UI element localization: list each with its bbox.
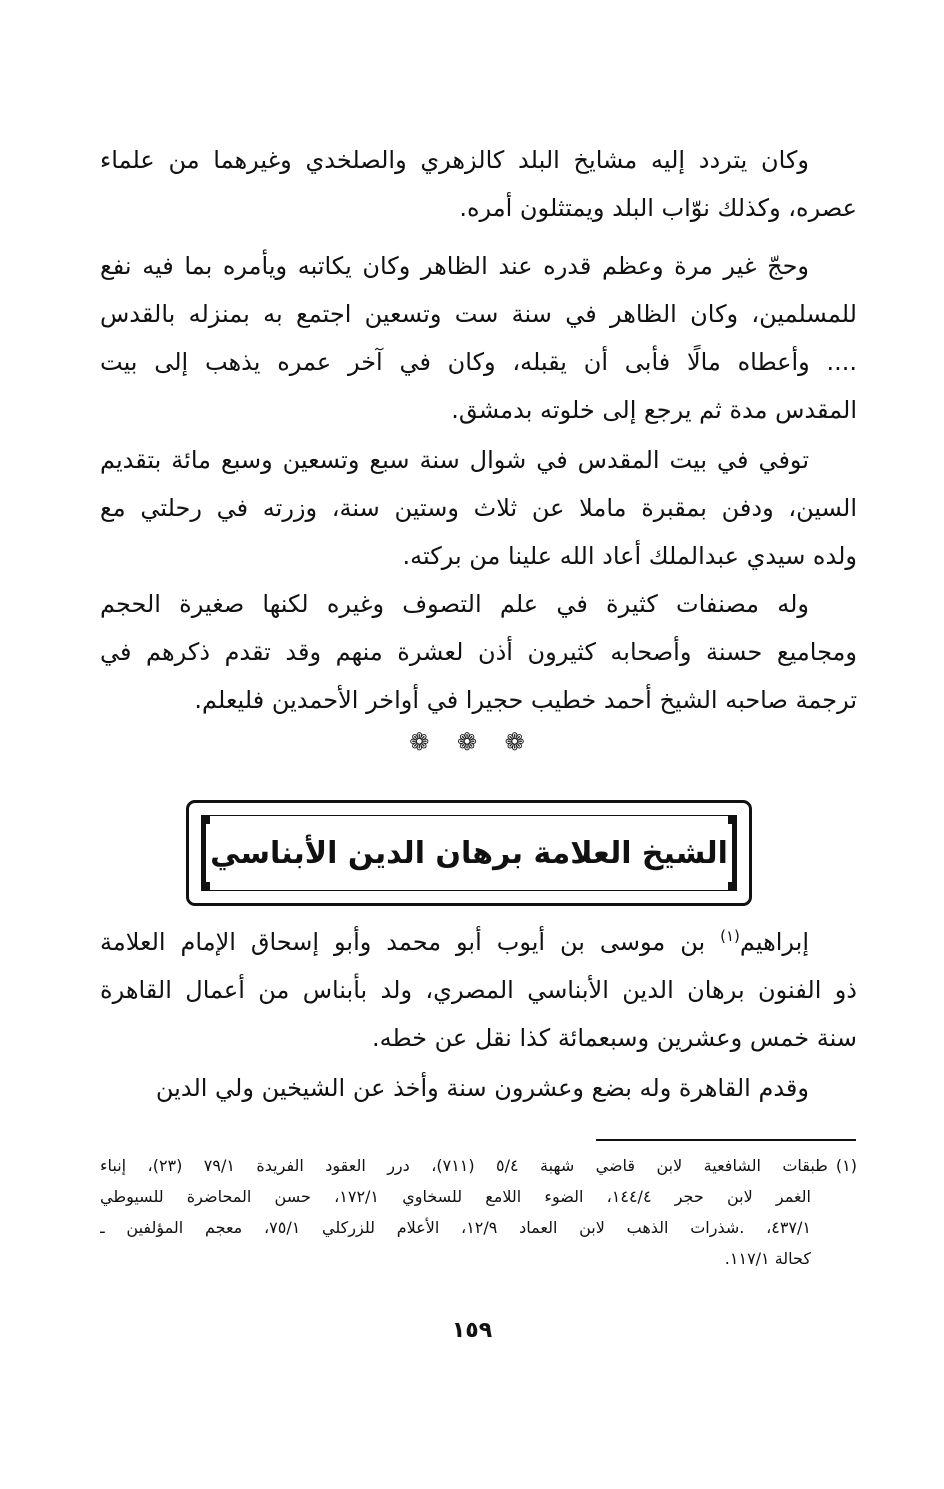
page-number: ١٥٩ <box>451 1318 493 1343</box>
footnote-reference[interactable]: (١) <box>720 927 740 945</box>
text-line: سنة خمس وعشرين وسبعمائة كذا نقل عن خطه. <box>372 1024 857 1052</box>
paragraph-works <box>100 580 857 724</box>
text-line: .... وأعطاه مالًا فأبى أن يقبله، وكان في آخر عمره يذهب إلى بيت <box>100 348 857 376</box>
paragraph-arrival <box>100 1064 857 1112</box>
text-line: المقدس مدة ثم يرجع إلى خلوته بدمشق. <box>451 396 857 424</box>
frame-corner-ornament <box>728 815 737 824</box>
text-line: ولده سيدي عبدالملك أعاد الله علينا من بركته. <box>402 542 857 570</box>
paragraph-hajj <box>100 242 857 434</box>
section-separator: ❁ ❁ ❁ <box>409 728 535 756</box>
frame-corner-ornament <box>201 882 210 891</box>
biography-lineage: بن موسى بن أيوب أبو محمد وأبو إسحاق الإمام العلامة <box>100 928 721 956</box>
text-line: عصره، وكذلك نوّاب البلد ويمتثلون أمره. <box>459 194 857 222</box>
footnote-text: طبقات الشافعية لابن قاضي شهبة ٥/٤ (٧١١)، درر العقود الفريدة ٧٩/١ (٢٣)، إنباء <box>100 1156 828 1175</box>
footnote-line: كحالة ١١٧/١. <box>724 1249 811 1268</box>
section-title-inner-frame <box>201 815 737 891</box>
section-title: الشيخ العلامة برهان الدين الأبناسي <box>210 835 728 871</box>
text-line: وقدم القاهرة وله بضع وعشرون سنة وأخذ عن الشيخين ولي الدين <box>155 1074 809 1102</box>
text-line: وحجّ غير مرة وعظم قدره عند الظاهر وكان يكاتبه ويأمره بما فيه نفع <box>100 252 809 280</box>
text-line: ومجاميع حسنة وأصحابه كثيرون أذن لعشرة منهم وقد تقدم ذكرهم في <box>100 638 857 666</box>
text-line: السين، ودفن بمقبرة ماملا عن ثلاث وستين سنة، وزرته في رحلتي مع <box>100 494 857 522</box>
paragraph-death <box>100 436 857 580</box>
text-line: وكان يتردد إليه مشايخ البلد كالزهري والصلخدي وغيرهما من علماء <box>100 146 809 174</box>
text-line: ترجمة صاحبه الشيخ أحمد خطيب حجيرا في أواخر الأحمدين فليعلم. <box>194 686 857 714</box>
text-line: وله مصنفات كثيرة في علم التصوف وغيره لكنها صغيرة الحجم <box>100 590 809 618</box>
paragraph-visitors <box>100 136 857 232</box>
frame-corner-ornament <box>201 815 210 824</box>
footnote-number: (١) <box>835 1156 857 1175</box>
footnote-divider <box>596 1139 856 1141</box>
paragraph-biography <box>100 918 857 1062</box>
footnote-line: الغمر لابن حجر ١٤٤/٤، الضوء اللامع للسخاوي ١٧٢/١، حسن المحاضرة للسيوطي <box>100 1187 812 1206</box>
footnote-line <box>100 1150 857 1181</box>
biography-name: إبراهيم <box>739 928 809 956</box>
text-line <box>100 918 857 966</box>
section-title-box <box>186 800 752 906</box>
text-line: للمسلمين، وكان الظاهر في سنة ست وتسعين اجتمع به بمنزله بالقدس <box>100 300 857 328</box>
text-line: توفي في بيت المقدس في شوال سنة سبع وتسعين وسبع مائة بتقديم <box>100 446 809 474</box>
footnote-line: ٤٣٧/١، .شذرات الذهب لابن العماد ١٢/٩، الأعلام للزركلي ٧٥/١، معجم المؤلفين ـ <box>100 1218 811 1237</box>
footnote <box>100 1150 857 1274</box>
frame-corner-ornament <box>728 882 737 891</box>
text-line: ذو الفنون برهان الدين الأبناسي المصري، ولد بأبناس من أعمال القاهرة <box>100 976 857 1004</box>
